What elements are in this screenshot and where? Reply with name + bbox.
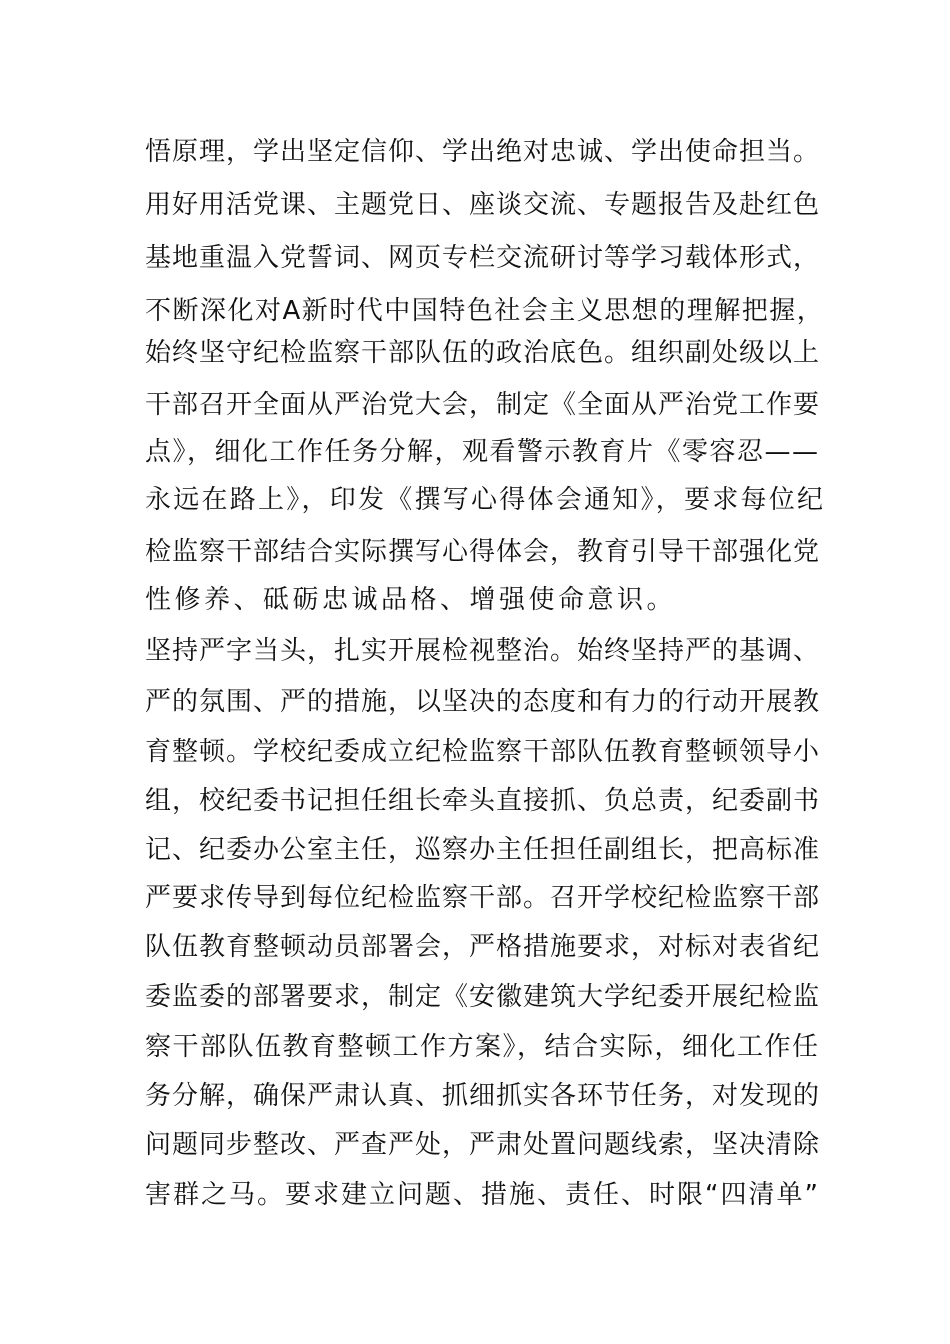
text-line: 干部召开全面从严治党大会，制定《全面从严治党工作要	[145, 390, 821, 420]
text-line: 育整顿。学校纪委成立纪检监察干部队伍教育整顿领导小	[145, 737, 821, 767]
text-line: 严的氛围、严的措施，以坚决的态度和有力的行动开展教	[145, 687, 821, 717]
text-line: 组，校纪委书记担任组长牵头直接抓、负总责，纪委副书	[145, 786, 821, 816]
text-line: 基地重温入党誓词、网页专栏交流研讨等学习载体形式，	[145, 243, 821, 273]
text-line: 记、纪委办公室主任，巡察办主任担任副组长，把高标准	[145, 835, 821, 865]
text-line: 害群之马。要求建立问题、措施、责任、时限“四清单”	[145, 1180, 820, 1210]
text-line: 委监委的部署要求，制定《安徽建筑大学纪委开展纪检监	[145, 982, 821, 1012]
text-line: 队伍教育整顿动员部署会，严格措施要求，对标对表省纪	[145, 932, 821, 962]
text-line: 用好用活党课、主题党日、座谈交流、专题报告及赴红色	[145, 190, 821, 220]
text-line: 严要求传导到每位纪检监察干部。召开学校纪检监察干部	[145, 883, 821, 913]
text-line: 性修养、砥砺忠诚品格、增强使命意识。	[145, 585, 677, 615]
text-line: 务分解，确保严肃认真、抓细抓实各环节任务，对发现的	[145, 1081, 821, 1111]
text-line: 检监察干部结合实际撰写心得体会，教育引导干部强化党	[145, 537, 821, 567]
text-line: 始终坚守纪检监察干部队伍的政治底色。组织副处级以上	[145, 338, 821, 368]
text-line: 坚持严字当头，扎实开展检视整治。始终坚持严的基调、	[145, 636, 821, 666]
text-line: 察干部队伍教育整顿工作方案》，结合实际，细化工作任	[145, 1032, 820, 1062]
text-line: 点》，细化工作任务分解，观看警示教育片《零容忍——	[145, 437, 820, 467]
text-line: 永远在路上》，印发《撰写心得体会通知》，要求每位纪	[145, 485, 826, 515]
text-line: 悟原理，学出坚定信仰、学出绝对忠诚、学出使命担当。	[145, 137, 821, 167]
text-line: 问题同步整改、严查严处，严肃处置问题线索，坚决清除	[145, 1130, 821, 1160]
text-line: 不断深化对A新时代中国特色社会主义思想的理解把握，	[145, 296, 825, 326]
